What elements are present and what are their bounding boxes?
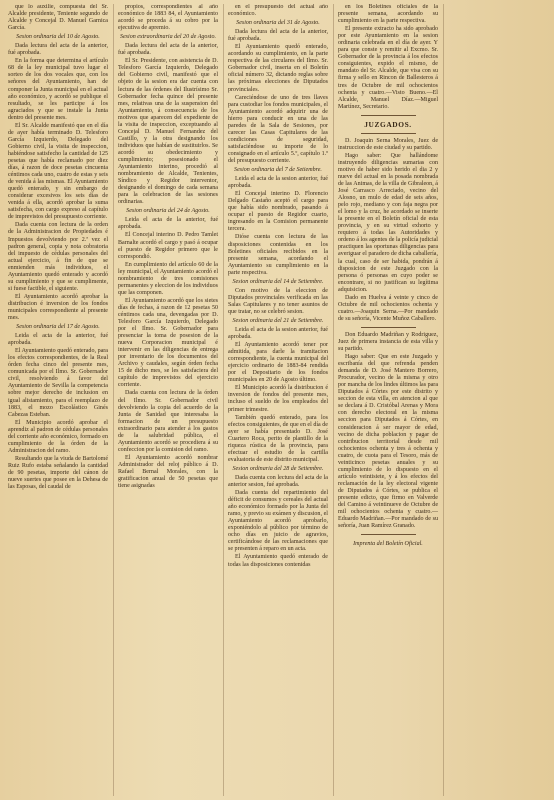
section-separator [361, 115, 416, 116]
paragraph: El presente extracto ha sido aprobado por este Ayuntamiento en la sesion ordinaria celebrada en el día de ayer. Y para que conste y remitir al Excmo. Sr. Gobernador de la provincia á los efectos consiguientes, expido el mismo, de mandato del Sr. Alcalde, que visa con su firma y sello en Rincon de Ballesteros á tres de Octubre de mil ochocientos ochenta y cuatro.—Visto Bueno.—El Alcalde, Manuel Díaz.—Miguel Martínez, Secretario. [338, 26, 438, 110]
paragraph: El Ayuntamiento quedó enterado, acordando su cumplimiento, en la parte respectiva de las circulares del Ilmo. Sr. Gobernador civil, inserta en el Boletín oficial número 32, dictando reglas sobre las próximas elecciones de Diputados provinciales. [228, 44, 328, 93]
column-rule [223, 4, 224, 796]
paragraph: Hago saber: Que hallándome instruyendo diligencias sumarias con motivo de haber sido herido el dia 2 y nueve del actual en la posada nombrada de las Animas, de la villa de Gibraleon, á José Carrasco Arreciado, vecino del Alosno, un mulo de edad de seis años, pelo rojo, mediano y con faja negra por el lomo y la cruz, he acordado se inserte la presente en el Boletín oficial de esta provincia, y en su virtud exhorto y requiero á todas las Autoridades y ordeno á los agentes de la policía judicial practiquen las oportunas diligencias para averiguar el paradero de dicha caballería, la cual, caso de ser habida, pondrán á disposicion de este Juzgado con la persona ó personas en cuyo poder se encontrare, si no justifican su legítima adquisicion. [338, 152, 438, 293]
session-heading: Sesion ordinaria del 21 de Setiembre. [232, 317, 324, 324]
paragraph: El Ayuntamiento acordó tener por admitida, para darle la tramitacion correspondiente, la cuenta municipal del ejercicio ordinario de 1883-84 rendida por el Depositario de los fondos municipales en 20 de Agosto último. [228, 342, 328, 384]
paragraph: Resultando que la viuda de Bartolomé Ruiz Rufo estaba señalando la cantidad de 90 pesetas, importe del cánon de nueve suertes que posee en la Dehesa de las Esposas, del caudal de [8, 455, 108, 491]
paragraph: El Municipio acordó aprobar el aprendiz al padron de cédulas personales del corriente año económico, formado en cumplimiento de la órden de la Administracion del ramo. [8, 419, 108, 454]
paragraph: El Ayuntamiento quedó enterado de todas las disposiciones contenidas [228, 554, 328, 568]
section-separator [361, 327, 416, 328]
paragraph: El Ayuntamiento acordó nombrar Administrador del reloj público á D. Rafael Bernal Morales, con la gratificacion anual de 50 pesetas que tiene asignadas [118, 454, 218, 490]
session-heading: Sesion ordinaria del 10 de Agosto. [16, 34, 100, 41]
paragraph: Leida el acta de la anterior, fué aprobada. [8, 333, 108, 347]
section-separator [361, 133, 416, 134]
paragraph: Dada cuenta del repartimiento del déficit de consumos y cereales del actual año económico formado por la Junta del ramo, y previo su exámen y discusion, el Ayuntamiento acordó aprobarlo, exponiéndolo al público por término de ocho días en juicio de agravios, certificándose de las reclamaciones que se presenten á reparo en un acta. [228, 490, 328, 553]
printer-footer: Imprenta del Boletín Oficial. [353, 541, 423, 548]
session-heading: Sesion extraordinaria del 20 de Agosto. [119, 34, 217, 41]
paragraph: En la forma que determina el artículo 68 de la ley municipal tuvo lugar el sorteo de los dos vocales que, con los señores del Ayuntamiento, han de componer la Junta municipal en el actual año económico, y acordó se publique el resultado, se les participe á los agraciados y que se instale la Junta dentro del presente mes. [8, 58, 108, 121]
paragraph: que lo auxilie, compuesta del Sr. Alcalde presidente, Teniente segundo de Alcalde y Concejal D. Manuel Garnica García. [8, 4, 108, 32]
text-column-3 [228, 4, 328, 796]
session-heading: Sesion ordinaria del 7 de Setiembre. [234, 167, 322, 174]
paragraph: Dado en Huelva á veinte y cinco de Octubre de mil ochocientos ochenta y cuatro.—Joaquin Serna.—Por mandado de su señoría, Vicente Muñoz Caballero. [338, 294, 438, 322]
paragraph: En cumplimiento del artículo 60 de la ley municipal, el Ayuntamiento acordó el nombramiento de tres comisiones permanentes y eleccion de los individuos que las componen. [118, 261, 218, 296]
paragraph: Don Eduardo Madriñan y Rodriguez, Juez de primera instancia de esta villa y su partido. [338, 331, 438, 353]
paragraph: Dada cuenta con lectura de la orden de la Administracion de Propiedades é Impuestos devolviendo por 2.ª vez el padron general, copia y nota cobratoria del impuesto de cédulas personales del actual ejercicio, á fin de que se enmienden más individuos, el Ayuntamiento quedó enterado y acordó su cumplimiento y que se cumplimente, si fuese factible, el siguiente. [8, 222, 108, 292]
paragraph: El Sr. Alcalde manifestó que en el día de ayer había terminado D. Telesforo García Izquierdo, Delegado del Gobierno civil, la visita de inspeccion, habiéndose satisfecho la cantidad de 125 pesetas que había reclamado por diez días, á razon de doce pesetas cincuenta céntimos cada uno, cuatro de estas y seis de venida á las mismas. El Ayuntamiento quedó enterado, y sin embargo de considerar excesivos los seis días de venida á ella, acordó aprobar la suma satisfecha, con cargo expreso al capítulo de imprevistos del presupuesto corriente. [8, 122, 108, 221]
paragraph: Dada lectura del acta de la anterior, fué aprobada. [228, 29, 328, 43]
text-column-4 [338, 4, 438, 796]
paragraph: El Concejal interino D. Florencio Delgado Castaño aceptó el cargo para que había sido nombrado, pasando á ocupar el puesto de Regidor cuarto, ingresando en la Comision permanente tercera. [228, 191, 328, 233]
paragraph: El Concejal interino D. Pedro Tamlet Barnalte acordó el cargo y pasó á ocupar el puesto de Regidor primero que le correspondió. [118, 232, 218, 260]
paragraph: Leida el acta de la anterior, fué aprobada. [118, 217, 218, 231]
paragraph: Leida el acta de la sesion anterior, fué aprobada. [228, 327, 328, 341]
paragraph: El Sr. Presidente, con asistencia de D. Telesforo García Izquierdo, Delegado del Gobierno civil, manifestó que el objeto de la sesion era dar cuenta con lectura de las órdenes del Ilustrísimo Sr. Gobernador fecha quince del presente mes, relativas una de la suspension del Ayuntamiento, á consecuencia de los motivos que aparecen del expediente de la visita de inspeccion, exceptuando al Concejal D. Manuel Fernandez del Castillo, y la otra designando los individuos que habían de sustituirlos. Se acordó su obedecimiento y cumplimiento; posesionado el Ayuntamiento interino, procedió al nombramiento de Alcalde, Tenientes, Síndico y Regidor interventor, designando el domingo de cada semana para la celebracion de las sesiones ordinarias. [118, 58, 218, 206]
session-heading: Sesion ordinaria del 24 de Agosto. [126, 208, 210, 215]
section-title: JUZGADOS. [364, 119, 412, 129]
paragraph: D. Joaquin Serna Morales, Juez de instruccion de este ciudad y su partido. [338, 137, 438, 151]
paragraph: Hago saber: Que en este Juzgado y escribanía del que refrenda penden demanda de D. José Mantero Borrero, Procurador, vecino de la misma y otro por mancha de los lindes últimos las para Diputados á Córtes por este distrito y seccion de esta villa, en atencion al que se declara á D. Cristóbal Arenas y Mora con derecho electoral en la misma seccion para Diputados á Córtes, en consideracion á ser mayor de edad, vecino de dicha poblacion y pagar de contribucion territorial desde mil ochocientos ochenta y tres á ochenta y cuatro, de cuota para el Tesoro, más de veinticinco pesetas anuales y su cumplimiento de lo dispuesto en el artículo veintisiete, y á los efectos del reclamación de la ley electoral vigente de Diputados á Córtes, se publica el presente edicto, que firmo en Valverde del Camino á veintinueve de Octubre de mil ochocientos ochenta y cuatro.—Eduardo Madriñan.—Por mandado de su señoría, Juan Ramírez Granado. [338, 354, 438, 530]
text-column-1 [8, 4, 108, 796]
paragraph: El Ayuntamiento quedó enterado, para los efectos correspondientes, de la Real órden fecha cinco del presente mes, comunicada por el Ilmo. Sr. Gobernador civil, resolviendo á favor del Ayuntamiento de Sevilla la competencia sobre mejor derecho de inclusion en igual alistamiento, para el reemplazo de 1883, el mozo Escolástico Ginés Cabezas Esteban. [8, 348, 108, 418]
paragraph: Dada cuenta con lectura del acta de la anterior sesion, fué aprobada. [228, 474, 328, 488]
column-rule [443, 4, 444, 796]
paragraph: El Ayuntamiento acordó aprobar la distribucion é inversion de los fondos municipales correspondiente al presente mes. [8, 293, 108, 322]
column-rule [113, 4, 114, 796]
paragraph: El Municipio acordó la distribucion é inversion de fondos del presente mes, incluso el sueldo de los empleados del primer trimestre. [228, 385, 328, 413]
paragraph: Careciéndose de uno de tres llaves para custodiar los fondos municipales, el Ayuntamiento acordó adquirir una de hierro para conducir en una de las paredes de la Sala de Sesiones, por carecer las Casas Capitulares de las condiciones de seguridad, satisfaciéndose su importe de lo consignado en el artículo 5.º, capítulo 1.º del presupuesto corriente. [228, 94, 328, 164]
session-heading: Sesion ordinaria del 17 de Agosto. [16, 324, 100, 331]
paragraph: en el presupuesto del actual año económico. [228, 4, 328, 18]
paragraph: propios, correspondientes al año económico de 1883 84, el Ayuntamiento acordó se proceda á su cobro por la ejecutiva de apremio. [118, 4, 218, 32]
paragraph: en los Boletines oficiales de la presente semana, acordando su cumplimiento en la parte respectiva. [338, 4, 438, 25]
session-heading: Sesion ordinaria del 28 de Setiembre. [232, 465, 324, 472]
paragraph: Con motivo de la eleccion de Diputados provinciales verificada en las Salas Capitulares y no tener asuntos de que tratar, no se celebró sesion. [228, 287, 328, 315]
paragraph: Dada lectura del acta de la anterior, fué aprobada. [118, 43, 218, 57]
paragraph: Dada lectura del acta de la anterior, fué aprobada. [8, 43, 108, 57]
paragraph: El Ayuntamiento acordó que los sietes días de fechas, á razon de 12 pesetas 50 céntimos cada una, devengadas por D. Telesforo García Izquierdo, Delegado por el Ilmo. Sr. Gobernador para presenciar la toma de posesion de la nueva Corporacion municipal é intervenir en las diligencias de entrega por inventario de los documentos del Archivo y caudales, según órden fecha 15 de dicho mes, se les satisfaciera del capítulo de imprevistos del ejercicio corriente. [118, 297, 218, 389]
paragraph: También quedó enterado, para los efectos consiguientes, de que en el día de ayer se había presentado D. José Cuartero Roca, perito de plantillo de la riqueza rústica de la provincia, para efectuar el estudio de la cartilla evaluatoria de este distrito municipal. [228, 414, 328, 463]
text-column-5 [448, 4, 548, 796]
section-separator [361, 534, 416, 535]
session-heading: Sesion ordinaria del 14 de Setiembre. [232, 278, 324, 285]
paragraph: Dióse cuenta con lectura de las disposiciones contenidas en los Boletines oficiales recibidos en la presente semana, acordando el Ayuntamiento su cumplimiento en la parte respectiva. [228, 234, 328, 276]
paragraph: Leida el acta de la sesion anterior, fué aprobada. [228, 176, 328, 190]
paragraph: Dada cuenta con lectura de la órden del Ilmo. Sr. Gobernador civil devolviendo la copia del acuerdo de la Junta de Sanidad que interesaba la formacion de un presupuesto extraordinario para atender á los gastos de la salubridad pública, el Ayuntamiento acordó se procediera á su confeccion por la comision del ramo. [118, 390, 218, 453]
column-rule [333, 4, 334, 796]
text-column-2 [118, 4, 218, 796]
session-heading: Sesion ordinaria del 31 de Agosto. [236, 20, 320, 27]
